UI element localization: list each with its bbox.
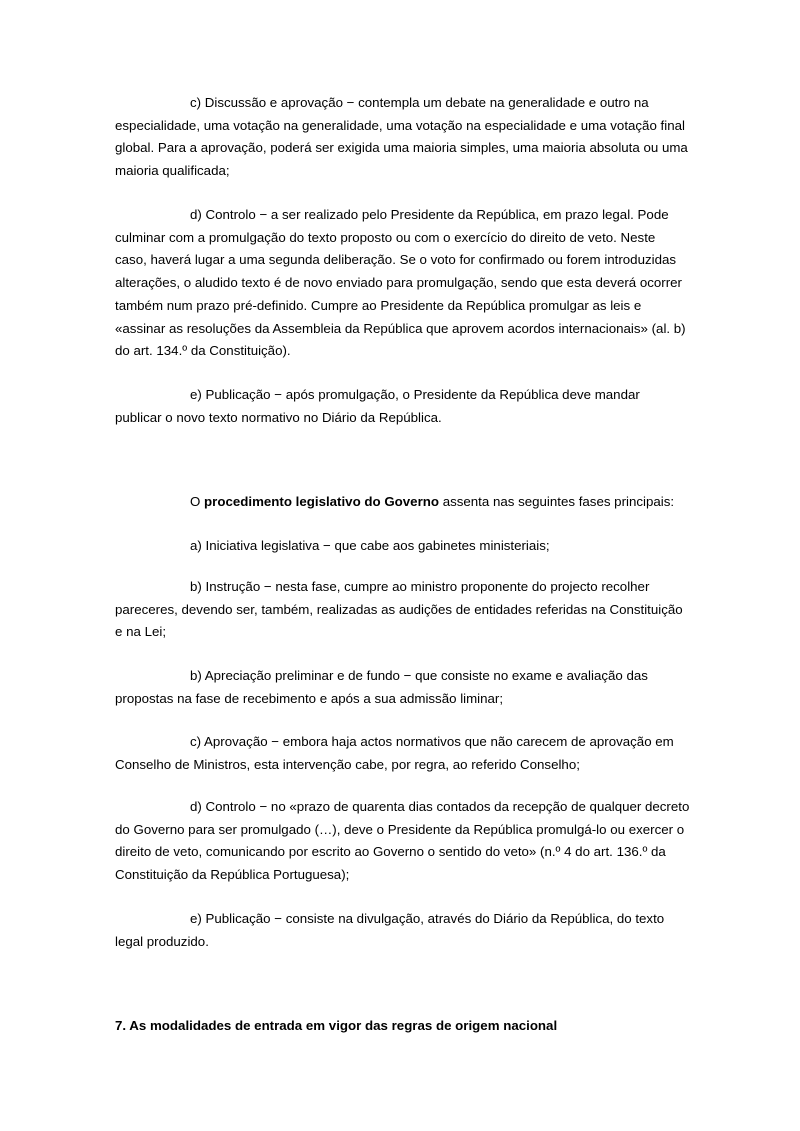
governo-intro-prefix: O: [190, 494, 205, 509]
paragraph-b-apreciacao: b) Apreciação preliminar e de fundo − que consiste no exame e avaliação das propostas na fase de recebimento e após a sua admissão liminar;: [115, 668, 648, 706]
section-heading: 7. As modalidades de entrada em vigor das regras de origem nacional: [115, 1018, 558, 1033]
paragraph-c-discussao-aprovacao: c) Discussão e aprovação − contempla um debate na generalidade e outro na especialidade, uma votação na generalidade, uma votação na especialidade e uma votação final global. Para a aprovação, poderá ser exigida uma maioria simples, uma maioria absoluta ou uma maioria qualificada;: [115, 95, 688, 179]
paragraph-d-controlo-governo: d) Controlo − no «prazo de quarenta dias contados da recepção de qualquer decreto do Governo para ser promulgado (…), deve o Presidente da República promulgá-lo ou exercer o direito de veto, comunicando por escrito ao Governo o sentido do veto» (n.º 4 do art. 136.º da Constituição da República Portuguesa);: [115, 799, 690, 883]
paragraph-c-aprovacao: c) Aprovação − embora haja actos normativos que não carecem de aprovação em Conselho de Ministros, esta intervenção cabe, por regra, ao referido Conselho;: [115, 734, 674, 772]
paragraph-e-publicacao-governo: e) Publicação − consiste na divulgação, através do Diário da República, do texto legal produzido.: [115, 911, 665, 949]
governo-intro-suffix: assenta nas seguintes fases principais:: [439, 494, 675, 509]
governo-intro-bold: procedimento legislativo do Governo: [204, 494, 439, 509]
paragraph-d-controlo-presidente: d) Controlo − a ser realizado pelo Presidente da República, em prazo legal. Pode culminar com a promulgação do texto proposto ou com o exercício do direito de veto. Neste caso, haverá lugar a uma segunda deliberação. Se o voto for confirmado ou forem introduzidas alterações, o aludido texto é de novo enviado para promulgação, sendo que esta deverá ocorrer também num prazo pré-definido. Cumpre ao Presidente da República promulgar as leis e «assinar as resoluções da Assembleia da República que aprovem acordos internacionais» (al. b) do art. 134.º da Constituição).: [115, 207, 686, 359]
paragraph-e-publicacao: e) Publicação − após promulgação, o Presidente da República deve mandar publicar o novo texto normativo no Diário da República.: [115, 387, 640, 425]
paragraph-b-instrucao: b) Instrução − nesta fase, cumpre ao ministro proponente do projecto recolher pareceres, devendo ser, também, realizadas as audições de entidades referidas na Constituição e na Lei;: [115, 579, 683, 640]
paragraph-governo-intro: [115, 491, 690, 514]
paragraph-a-iniciativa: a) Iniciativa legislativa − que cabe aos gabinetes ministeriais;: [190, 538, 550, 553]
